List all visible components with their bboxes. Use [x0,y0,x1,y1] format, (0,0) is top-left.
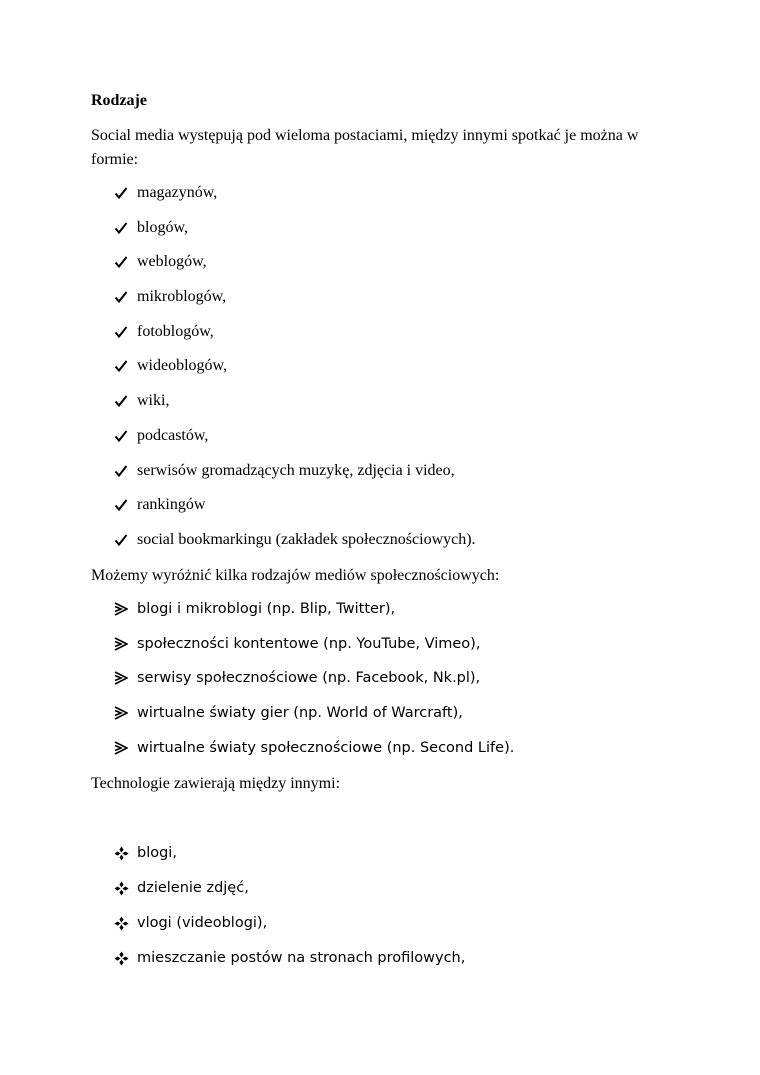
types-intro: Możemy wyróżnić kilka rodzajów mediów społecznościowych: [91,567,500,584]
checkmark-icon [113,460,129,482]
list-item-text: wideoblogów, [137,357,228,375]
list-item-text: podcastów, [137,426,209,444]
list-item-text: wiki, [137,392,170,410]
intro-paragraph: Social media występują pod wieloma postaciami, między innymi spotkać je można w formie: [91,127,639,168]
diamond-icon [113,877,129,899]
list-item-text: mieszczanie postów na stronach profilowych, [137,950,466,966]
list-item-text: vlogi (videoblogi), [137,915,268,931]
checkmark-icon [113,355,129,377]
list-item-text: fotoblogów, [137,322,214,340]
checkmark-icon [113,494,129,516]
checkmark-icon [113,217,129,239]
checkmark-icon [113,286,129,308]
diamond-icon [113,842,129,864]
diamond-icon [113,947,129,969]
arrow-right-icon [113,633,129,655]
checkmark-icon [113,390,129,412]
list-item-text: weblogów, [137,253,207,271]
checkmark-icon [113,182,129,204]
checkmark-icon [113,321,129,343]
list-item-text: blogi i mikroblogi (np. Blip, Twitter), [137,601,396,617]
checkmark-icon [113,251,129,273]
list-item-text: magazynów, [137,184,218,201]
arrow-right-icon [113,737,129,759]
arrow-right-icon [113,667,129,689]
checkmark-icon [113,529,129,551]
list-item-text: wirtualne światy gier (np. World of Warcraft), [137,705,463,722]
tech-intro: Technologie zawierają między innymi: [91,775,341,792]
list-item-text: serwisów gromadzących muzykę, zdjęcia i video, [137,461,455,479]
list-item-text: blogów, [137,218,188,236]
list-item-text: blogi, [137,845,177,861]
checkmark-icon [113,425,129,447]
arrow-right-icon [113,702,129,724]
diamond-icon [113,912,129,934]
list-item-text: wirtualne światy społecznościowe (np. Second Life). [137,739,515,756]
section-heading: Rodzaje [91,92,147,109]
list-item-text: mikroblogów, [137,288,227,306]
list-item-text: społeczności kontentowe (np. YouTube, Vimeo), [137,635,481,652]
list-item-text: rankingów [137,496,206,514]
list-item-text: social bookmarkingu (zakładek społecznościowych). [137,530,476,548]
list-item-text: dzielenie zdjęć, [137,880,249,896]
arrow-right-icon [113,598,129,620]
list-item-text: serwisy społecznościowe (np. Facebook, Nk.pl), [137,670,481,687]
